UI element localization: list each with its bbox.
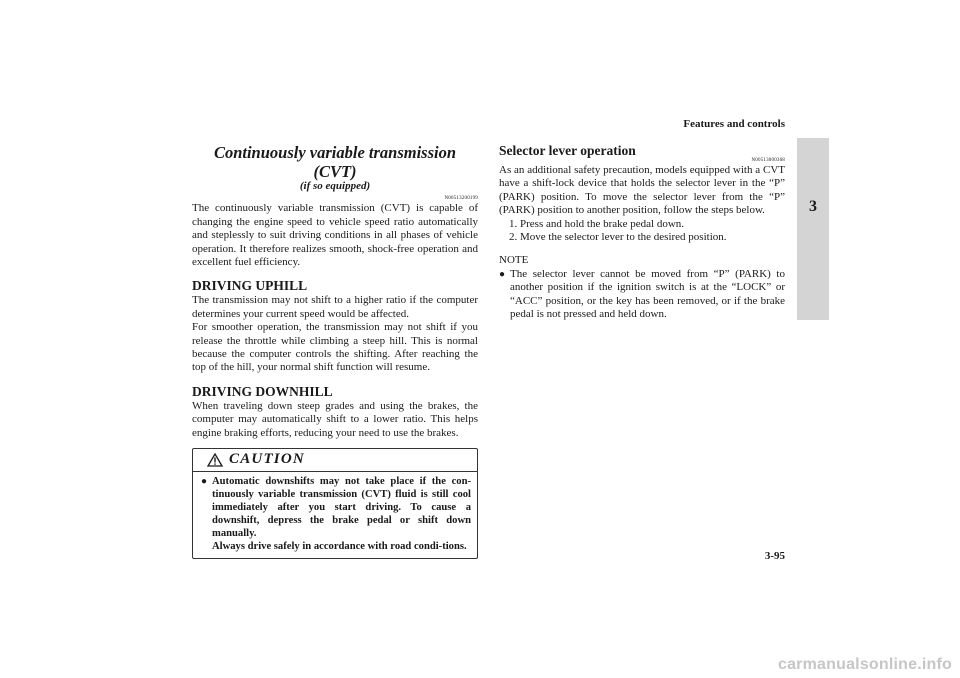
chapter-tab: [797, 138, 829, 320]
caution-item: [201, 475, 471, 553]
selector-code: N00513000368: [751, 158, 785, 163]
selector-heading: Selector lever operation: [499, 143, 636, 158]
selector-intro: As an additional safety precaution, models equipped with a CVT have a shift-lock device that holds the selector lever in the “P” (PARK) position. To move the selector lever from the “P” (PARK) position to another position, follow the steps below.: [499, 164, 785, 217]
downhill-paragraph: When traveling down steep grades and using the brakes, the computer may automatically shift to a lower ratio. This helps engine braking efforts, reducing your need to use the brakes.: [192, 399, 478, 439]
page-number: 3-95: [764, 550, 785, 562]
uphill-paragraph-2: For smoother operation, the transmission may not shift if you release the throttle while climbing a steep hill. This is normal because the computer controls the shifting. After reaching the top of the hill, your normal shift function will resume.: [192, 321, 478, 374]
uphill-paragraph-1: The transmission may not shift to a higher ratio if the computer determines your current speed would be affected.: [192, 294, 478, 320]
chapter-tab-number: 3: [809, 198, 817, 215]
step-2: 2. Move the selector lever to the desired position.: [509, 231, 727, 244]
intro-paragraph: The continuously variable transmission (CVT) is capable of changing the engine speed to vehicle speed ratio automatically and steplessly to suit driving conditions in all phases of vehicle operation. It therefore realizes smooth, shock-free operation and excellent fuel efficiency.: [192, 202, 478, 269]
left-column: [192, 143, 478, 559]
caution-text-2: Always drive safely in accordance with road condi-tions.: [212, 541, 467, 553]
note-text: The selector lever cannot be moved from “P” (PARK) to another position if the ignition switch is at the “LOCK” or “ACC” position, or the key has been removed, or if the brake pedal is not pressed and held down.: [510, 267, 785, 321]
note-label: NOTE: [499, 254, 529, 267]
caution-text-1: Automatic downshifts may not take place if the con-tinuously variable transmission (CVT) fluid is still cool immediately after you start driving. To cause a downshift, depress the brake pedal or shift down manually.: [212, 476, 471, 540]
warning-triangle-icon: [207, 453, 223, 467]
caution-header: [193, 449, 477, 472]
caution-box: [192, 448, 478, 559]
uphill-heading: DRIVING UPHILL: [192, 278, 308, 294]
page-header: Features and controls: [683, 118, 785, 130]
bullet-icon: ●: [499, 268, 506, 280]
caution-title: CAUTION: [229, 451, 305, 468]
downhill-heading: DRIVING DOWNHILL: [192, 383, 333, 399]
right-column: [499, 143, 785, 321]
note-item: [499, 268, 785, 322]
section-code: N00513200199: [444, 196, 478, 202]
section-subtitle: (if so equipped): [299, 180, 371, 192]
watermark: carmanualsonline.info: [777, 656, 952, 673]
step-1: 1. Press and hold the brake pedal down.: [509, 217, 685, 230]
caution-body: [193, 472, 477, 558]
caution-text-block: [212, 475, 471, 553]
bullet-icon: ●: [201, 476, 208, 488]
section-title: Continuously variable transmission (CVT): [213, 143, 457, 181]
